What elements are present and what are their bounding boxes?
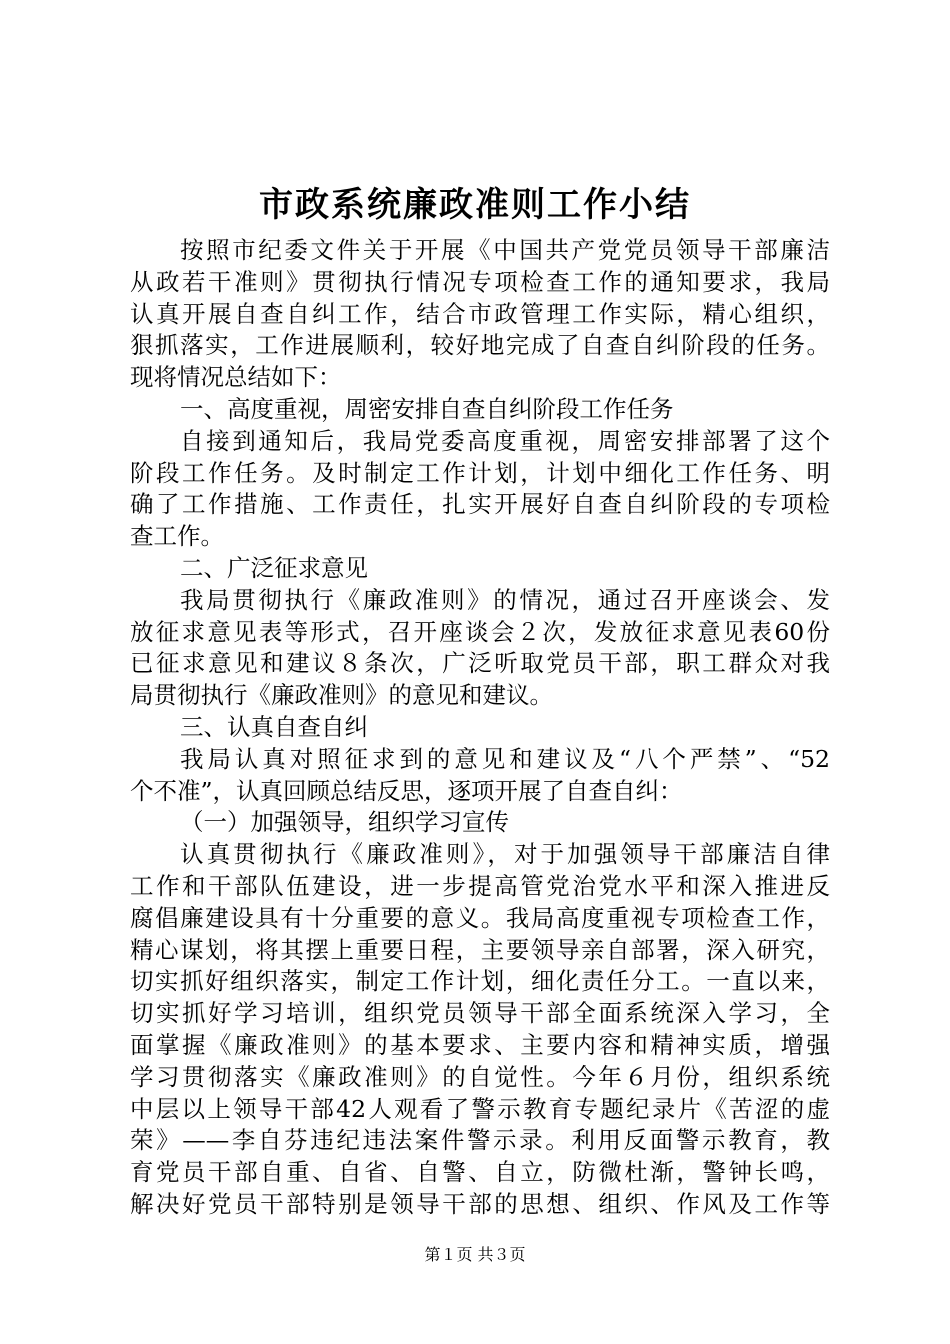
body-line: 中层以上领导干部42人观看了警示教育专题纪录片《苦涩的虚 [130,1094,830,1123]
body-line: 局贯彻执行《廉政准则》的意见和建议。 [130,681,553,710]
body-line: 自接到通知后，我局党委高度重视，周密安排部署了这个 [180,426,830,455]
document-title: 市政系统廉政准则工作小结 [259,185,691,225]
body-line: 我局贯彻执行《廉政准则》的情况，通过召开座谈会、发 [180,585,830,614]
body-line: 育党员干部自重、自省、自警、自立，防微杜渐，警钟长鸣， [130,1158,830,1187]
body-line: 认真贯彻执行《廉政准则》，对于加强领导干部廉洁自律 [180,840,830,869]
body-line: 工作和干部队伍建设，进一步提高管党治党水平和深入推进反 [130,871,830,900]
section-heading: 一、高度重视，周密安排自查自纠阶段工作任务 [180,394,674,423]
page-footer: 第１页 共３页 [424,1245,526,1264]
body-line: 已征求意见和建议８条次，广泛听取党员干部，职工群众对我 [130,649,830,678]
body-line: 阶段工作任务。及时制定工作计划，计划中细化工作任务、明 [130,458,830,487]
section-heading: 三、认真自查自纠 [180,712,368,741]
body-line: 个不准”，认真回顾总结反思，逐项开展了自查自纠： [130,776,683,805]
document-body [130,235,830,1221]
body-line: 放征求意见表等形式，召开座谈会２次，发放征求意见表60份 [130,617,830,646]
section-heading: 二、广泛征求意见 [180,553,368,582]
body-line: 狠抓落实，工作进展顺利，较好地完成了自查自纠阶段的任务。 [130,331,830,360]
body-line: 面掌握《廉政准则》的基本要求、主要内容和精神实质，增强 [130,1030,830,1059]
body-line: 解决好党员干部特别是领导干部的思想、组织、作风及工作等 [130,1189,830,1218]
body-line: 确了工作措施、工作责任，扎实开展好自查自纠阶段的专项检 [130,490,830,519]
subsection-heading: （一）加强领导，组织学习宣传 [180,808,509,837]
body-line: 查工作。 [130,522,224,551]
body-line: 我局认真对照征求到的意见和建议及“八个严禁”、“52 [180,744,830,773]
body-line: 荣》——李自芬违纪违法案件警示录。利用反面警示教育，教 [130,1126,830,1155]
body-line: 腐倡廉建设具有十分重要的意义。我局高度重视专项检查工作， [130,903,830,932]
body-line: 切实抓好组织落实，制定工作计划，细化责任分工。一直以来， [130,967,830,996]
body-line: 按照市纪委文件关于开展《中国共产党党员领导干部廉洁 [180,236,830,264]
body-line: 从政若干准则》贯彻执行情况专项检查工作的通知要求，我局 [130,267,830,296]
body-line: 现将情况总结如下： [130,363,342,392]
body-line: 精心谋划，将其摆上重要日程，主要领导亲自部署，深入研究， [130,935,830,964]
body-line: 学习贯彻落实《廉政准则》的自觉性。今年６月份，组织系统 [130,1062,830,1091]
body-line: 切实抓好学习培训，组织党员领导干部全面系统深入学习，全 [130,999,830,1028]
body-line: 认真开展自查自纠工作，结合市政管理工作实际，精心组织， [130,299,830,328]
